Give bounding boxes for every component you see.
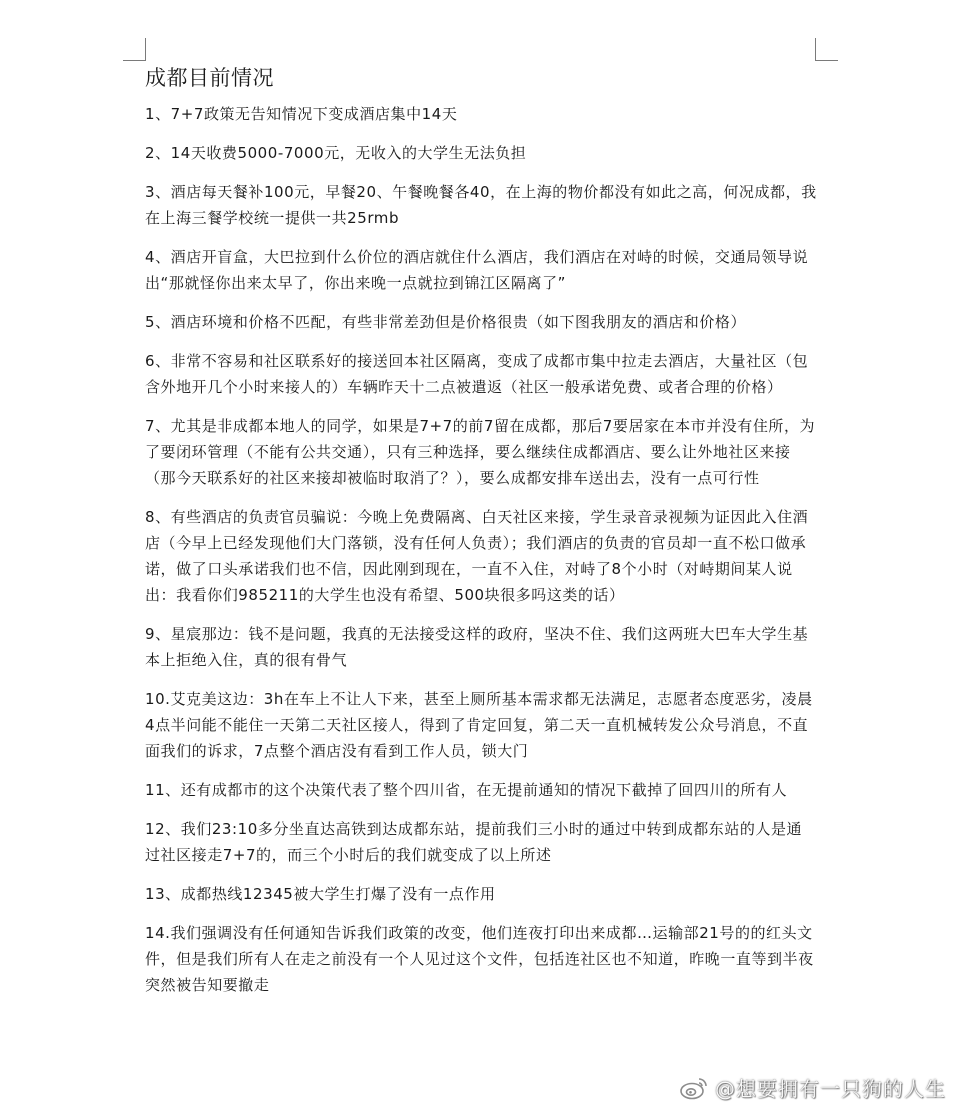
paragraph-4: 4、酒店开盲盒，大巴拉到什么价位的酒店就住什么酒店，我们酒店在对峙的时候，交通局领导说出“那就怪你出来太早了，你出来晚一点就拉到锦江区隔离了” (145, 248, 809, 292)
paragraph-3: 3、酒店每天餐补100元，早餐20、午餐晚餐各40，在上海的物价都没有如此之高，何况成都，我在上海三餐学校统一提供一共25rmb (145, 183, 817, 227)
document-body (145, 101, 817, 1011)
paragraph-9: 9、星宸那边：钱不是问题，我真的无法接受这样的政府，坚决不住、我们这两班大巴车大学生基本上拒绝入住，真的很有骨气 (145, 625, 809, 669)
paragraph-11: 11、还有成都市的这个决策代表了整个四川省，在无提前通知的情况下截掉了回四川的所有人 (145, 781, 788, 799)
paragraph-8: 8、有些酒店的负责官员骗说：今晚上免费隔离、白天社区来接，学生录音录视频为证因此入住酒店（今早上已经发现他们大门落锁，没有任何人负责）；我们酒店的负责的官员却一直不松口做承诺，做了口头承诺我们也不信，因此刚到现在，一直不入住，对峙了8个小时（对峙期间某人说出：我看你们985211的大学生也没有希望、500块很多吗这类的话） (145, 508, 809, 604)
paragraph-12: 12、我们23:10多分坐直达高铁到达成都东站，提前我们三小时的通过中转到成都东站的人是通过社区接走7+7的，而三个小时后的我们就变成了以上所述 (145, 820, 803, 864)
paragraph-13: 13、成都热线12345被大学生打爆了没有一点作用 (145, 885, 496, 903)
weibo-watermark (679, 1073, 946, 1102)
crop-mark-top-right (815, 38, 838, 61)
paragraph-1: 1、7+7政策无告知情况下变成酒店集中14天 (145, 105, 458, 123)
paragraph-6: 6、非常不容易和社区联系好的接送回本社区隔离，变成了成都市集中拉走去酒店，大量社区（包含外地开几个小时来接人的）车辆昨天十二点被遣返（社区一般承诺免费、或者合理的价格） (145, 352, 809, 396)
paragraph-5: 5、酒店环境和价格不匹配，有些非常差劲但是价格很贵（如下图我朋友的酒店和价格） (145, 313, 746, 331)
paragraph-7: 7、尤其是非成都本地人的同学，如果是7+7的前7留在成都，那后7要居家在本市并没有住所，为了要闭环管理（不能有公共交通），只有三种选择，要么继续住成都酒店、要么让外地社区来接（那今天联系好的社区来接却被临时取消了？），要么成都安排车送出去，没有一点可行性 (145, 417, 816, 487)
document-title: 成都目前情况 (145, 66, 274, 90)
watermark-text: @想要拥有一只狗的人生 (715, 1077, 946, 1101)
paragraph-10: 10.艾克美这边：3h在车上不让人下来，甚至上厕所基本需求都无法满足，志愿者态度恶劣，凌晨4点半问能不能住一天第二天社区接人，得到了肯定回复，第二天一直机械转发公众号消息，不直面我们的诉求，7点整个酒店没有看到工作人员，锁大门 (145, 690, 813, 760)
crop-mark-top-left (123, 38, 146, 61)
paragraph-2: 2、14天收费5000-7000元，无收入的大学生无法负担 (145, 144, 527, 162)
weibo-logo-icon (679, 1075, 709, 1101)
paragraph-14: 14.我们强调没有任何通知告诉我们政策的改变，他们连夜打印出来成都…运输部21号的的红头文件，但是我们所有人在走之前没有一个人见过这个文件，包括连社区也不知道，昨晚一直等到半夜突然被告知要撤走 (145, 924, 814, 994)
